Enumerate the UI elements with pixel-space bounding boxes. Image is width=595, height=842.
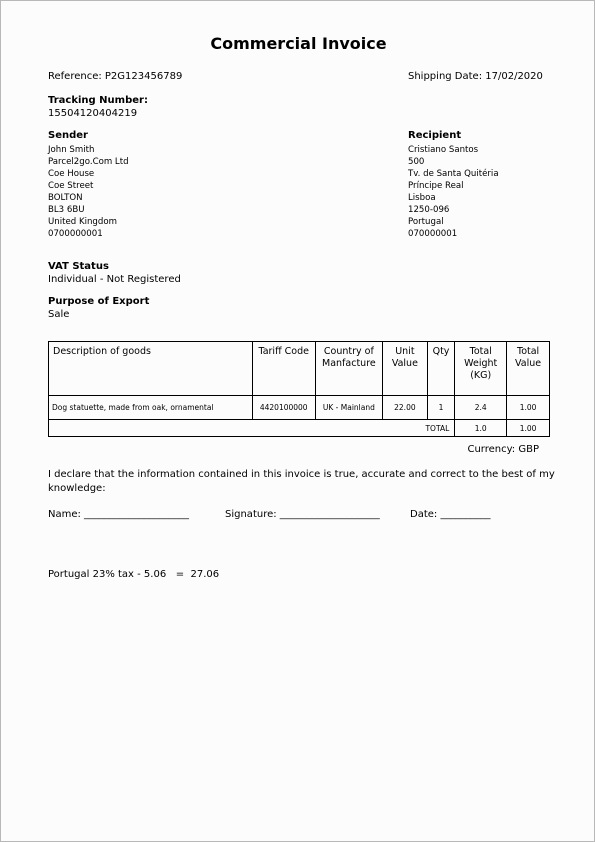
cell-description: Dog statuette, made from oak, ornamental [49,396,253,420]
column-header-unit-value: Unit Value [382,342,427,396]
total-value: 1.00 [507,420,550,437]
sender-line: 0700000001 [48,229,103,239]
recipient-line: 070000001 [408,229,458,239]
recipient-line: 1250-096 [408,205,450,215]
recipient-heading: Recipient [408,130,462,141]
purpose-value: Sale [48,309,70,320]
recipient-line: Tv. de Santa Quitéria [408,169,499,179]
currency: Currency: GBP [467,444,539,455]
vat-status-label: VAT Status [48,261,109,272]
vat-status-value: Individual - Not Registered [48,274,181,285]
page-title: Commercial Invoice [210,34,387,53]
table-header-row [49,342,550,396]
tax-note: Portugal 23% tax - 5.06 = 27.06 [48,569,220,580]
column-header-tariff: Tariff Code [252,342,315,396]
shipping-date: Shipping Date: 17/02/2020 [408,71,543,82]
signature-line: Signature: ____________________ [225,509,380,520]
recipient-line: Lisboa [408,193,436,203]
sender-address [48,144,129,240]
date-line: Date: __________ [410,509,491,520]
cell-country: UK - Mainland [315,396,382,420]
table-row [49,396,550,420]
cell-unit-value: 22.00 [382,396,427,420]
recipient-address [408,144,499,240]
sender-line: United Kingdom [48,217,117,227]
column-header-description: Description of goods [49,342,253,396]
sender-line: BL3 6BU [48,205,85,215]
column-header-country: Country of Manfacture [315,342,382,396]
column-header-qty: Qty [427,342,454,396]
recipient-line: 500 [408,157,425,167]
sender-line: BOLTON [48,193,83,203]
purpose-label: Purpose of Export [48,296,150,307]
cell-total-value: 1.00 [507,396,550,420]
cell-tariff: 4420100000 [252,396,315,420]
declaration-text: I declare that the information contained in this invoice is true, accurate and correct to the best of my knowledge: [48,469,555,494]
cell-total-weight: 2.4 [455,396,507,420]
column-header-total-value: Total Value [507,342,550,396]
column-header-total-weight: Total Weight (KG) [455,342,507,396]
goods-table [48,341,550,437]
sender-line: John Smith [48,145,95,155]
tracking-number: 15504120404219 [48,108,138,119]
tracking-label: Tracking Number: [48,95,148,106]
reference: Reference: P2G123456789 [48,71,183,82]
sender-line: Coe House [48,169,95,179]
name-line: Name: _____________________ [48,509,190,520]
sender-heading: Sender [48,130,88,141]
recipient-line: Cristiano Santos [408,145,479,155]
recipient-line: Portugal [408,217,444,227]
sender-line: Parcel2go.Com Ltd [48,157,129,167]
cell-qty: 1 [427,396,454,420]
table-total-row [49,420,550,437]
recipient-line: Príncipe Real [408,181,464,191]
total-label: TOTAL [49,420,455,437]
sender-line: Coe Street [48,181,94,191]
total-weight: 1.0 [455,420,507,437]
